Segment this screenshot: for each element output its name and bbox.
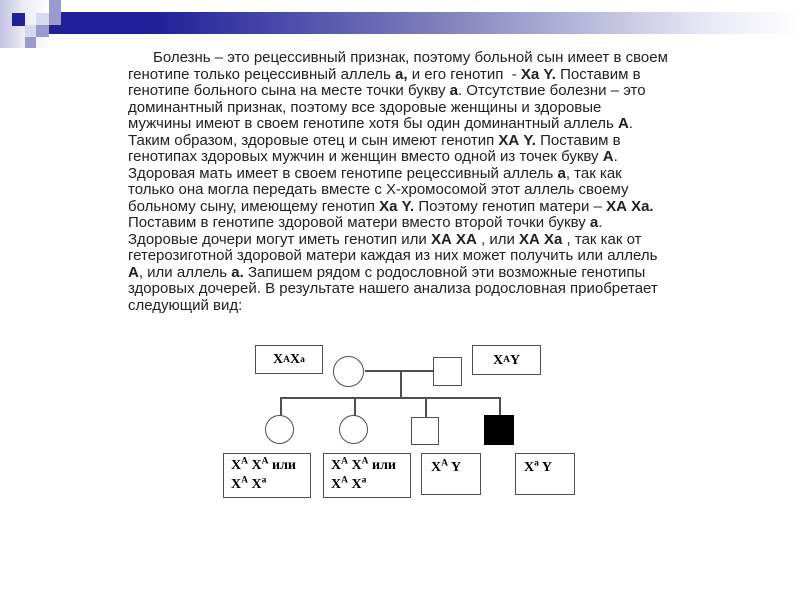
affected-son-square-symbol [484,415,514,445]
pedigree-child-drop-line [499,397,501,416]
pedigree-couple-line [365,370,433,372]
mother-genotype-label: X A X a [255,345,323,374]
pedigree-child-drop-line [425,397,427,418]
pedigree-sibship-line [280,397,501,399]
daughter1-circle-symbol [265,415,294,444]
father-square-symbol [433,357,462,386]
father-genotype-label: X A Y [472,345,541,375]
pedigree-couple-drop-line [400,370,402,398]
pedigree-child-drop-line [354,397,356,416]
pedigree-child-drop-line [280,397,282,416]
daughter2-genotype-label: $X^A$ $X^A$ или $X^A$ $X^a$ [323,453,411,498]
analysis-text: Болезнь – это рецессивный признак, поэтому больной сын имеет в своем генотипе только рецессивный аллель а, и его генотип - Ха Y. Поставим в генотипе больного сына на месте точки букву а. Отсутствие болезни – это доминантный признак, поэтому все здоровые женщины и здоровые мужчины имеют в своем генотипе хотя бы один доминантный аллель А. Таким образом, здоровые отец и сын имеют генотип ХА Y. Поставим в генотипах здоровых мужчин и женщин вместо одной из точек букву А. Здоровая мать имеет в своем генотипе рецессивный аллель а, так как только она могла передать вместе с Х-хромосомой этот аллель своему больному сыну, имеющему генотип Ха Y. Поэтому генотип матери – ХА Ха. Поставим в генотипе здоровой матери вместо второй точки букву а. Здоровые дочери могут иметь генотип или ХА ХА , или ХА Ха , так как от гетерозиготной здоровой матери каждая из них может получить или аллель А, или аллель а. Запишем рядом с родословной эти возможные генотипы здоровых дочерей. В результате нашего анализа родословная приобретает следующий вид: [128,49,668,314]
daughter1-genotype-label: $X^A$ $X^A$ или $X^A$ $X^a$ [223,453,311,498]
daughter2-circle-symbol [339,415,368,444]
mother-circle-symbol [333,356,364,387]
affected-son-genotype-label: $X^a$ Y [515,453,575,495]
healthy-son-square-symbol [411,417,439,445]
healthy-son-genotype-label: $X^A$ Y [421,453,481,495]
